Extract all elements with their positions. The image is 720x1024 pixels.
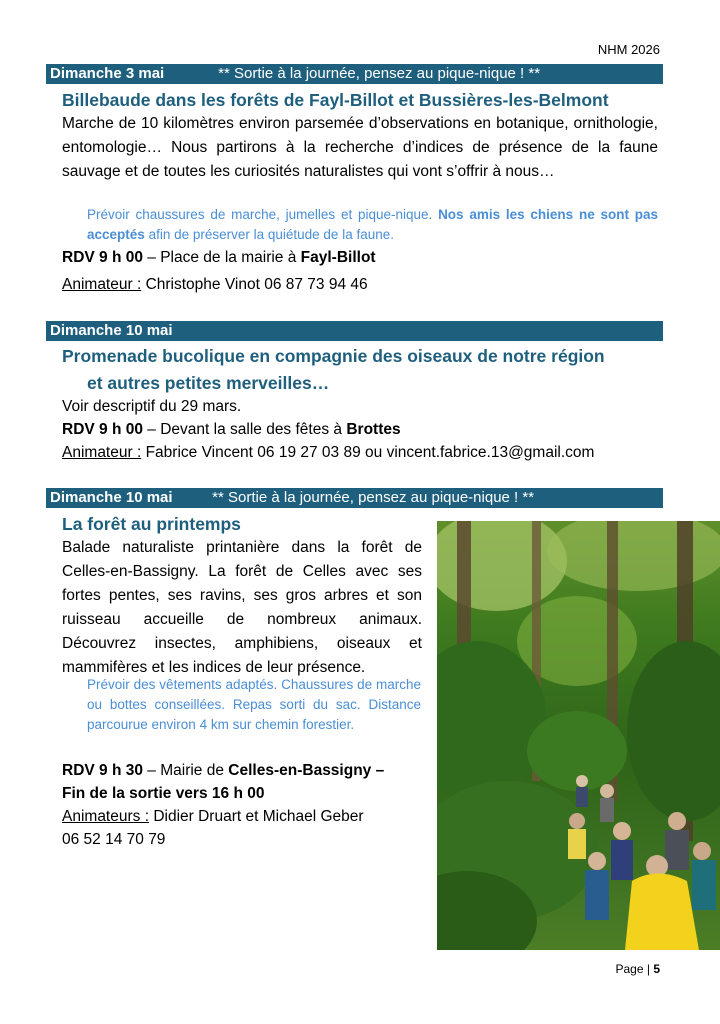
event-description: Marche de 10 kilomètres environ parsemée d’observations en botanique, ornithologie, entomologie… Nous partirons à la recherche d’indices de présence de la faune sauvage et de toutes les curiosités naturalistes qui vont s’offrir à nous… [62, 115, 658, 180]
event-day: Dimanche 10 mai [50, 322, 173, 339]
event-title-line1: Promenade bucolique en compagnie des oiseaux de notre région [62, 346, 605, 366]
event-title: Billebaude dans les forêts de Fayl-Billot et Bussières-les-Belmont [62, 90, 609, 110]
page-footer [615, 962, 660, 976]
animator-name: Christophe Vinot 06 87 73 94 46 [145, 276, 368, 293]
rdv-place: Fayl-Billot [300, 249, 376, 266]
event-description: Balade naturaliste printanière dans la forêt de Celles-en-Bassigny. La forêt de Celles avec ses fortes pentes, ses ravins, ses gros arbres et son ruisseau accueille de nombreux animaux. Découvrez insectes, amphibiens, oiseaux et mammifères et les indices de leur présence. [62, 539, 422, 676]
page-number: 5 [653, 962, 660, 976]
document-code: NHM 2026 [597, 42, 660, 57]
event-date-bar [46, 321, 663, 341]
rdv-text: – Place de la mairie à [147, 249, 297, 266]
rdv-text: – Devant la salle des fêtes à [147, 421, 343, 438]
tip-text: Prévoir chaussures de marche, jumelles et pique-nique. [87, 207, 433, 222]
page-separator: | [646, 962, 650, 976]
animator-phone: 06 52 14 70 79 [62, 831, 166, 848]
rdv-place: Brottes [346, 421, 401, 438]
event-note: ** Sortie à la journée, pensez au pique-nique ! ** [218, 65, 541, 82]
tip-emphasis: Nos amis les chiens ne sont pas acceptés [87, 207, 658, 242]
event-rdv [62, 759, 384, 783]
forest-hike-photo [437, 521, 720, 950]
event-tip [87, 205, 658, 245]
rdv-text: – Mairie de [147, 762, 224, 779]
event-date-bar [46, 64, 663, 84]
rdv-label: RDV 9 h 00 [62, 421, 143, 438]
event-tip: Prévoir des vêtements adaptés. Chaussures de marche ou bottes conseillées. Repas sorti du sac. Distance parcourue environ 4 km sur chemin forestier. [87, 677, 421, 732]
tip-text-end: afin de préserver la quiétude de la faune. [148, 227, 394, 242]
event-rdv [62, 418, 401, 442]
event-rdv-end [62, 782, 264, 806]
event-animator [62, 273, 368, 297]
event-title: La forêt au printemps [62, 514, 241, 534]
rdv-label: RDV 9 h 00 [62, 249, 143, 266]
event-day: Dimanche 3 mai [50, 65, 165, 82]
event-description: Voir descriptif du 29 mars. [62, 398, 242, 415]
event-rdv [62, 246, 376, 270]
rdv-place: Celles-en-Bassigny – [228, 762, 385, 779]
event-note: ** Sortie à la journée, pensez au pique-nique ! ** [212, 489, 535, 506]
animator-name: Fabrice Vincent 06 19 27 03 89 ou vincent.fabrice.13@gmail.com [145, 444, 595, 461]
animator-name: Didier Druart et Michael Geber [153, 808, 364, 825]
event-animator [62, 441, 594, 465]
rdv-end: Fin de la sortie vers 16 h 00 [62, 785, 265, 802]
event-animator [62, 805, 364, 829]
animator-label: Animateur : [62, 444, 142, 461]
rdv-label: RDV 9 h 30 [62, 762, 143, 779]
event-title-line2: et autres petites merveilles… [87, 373, 330, 393]
page-label: Page [615, 962, 644, 976]
animator-label: Animateur : [62, 276, 142, 293]
event-date-bar [46, 488, 663, 508]
event-day: Dimanche 10 mai [50, 489, 173, 506]
animator-label: Animateurs : [62, 808, 150, 825]
